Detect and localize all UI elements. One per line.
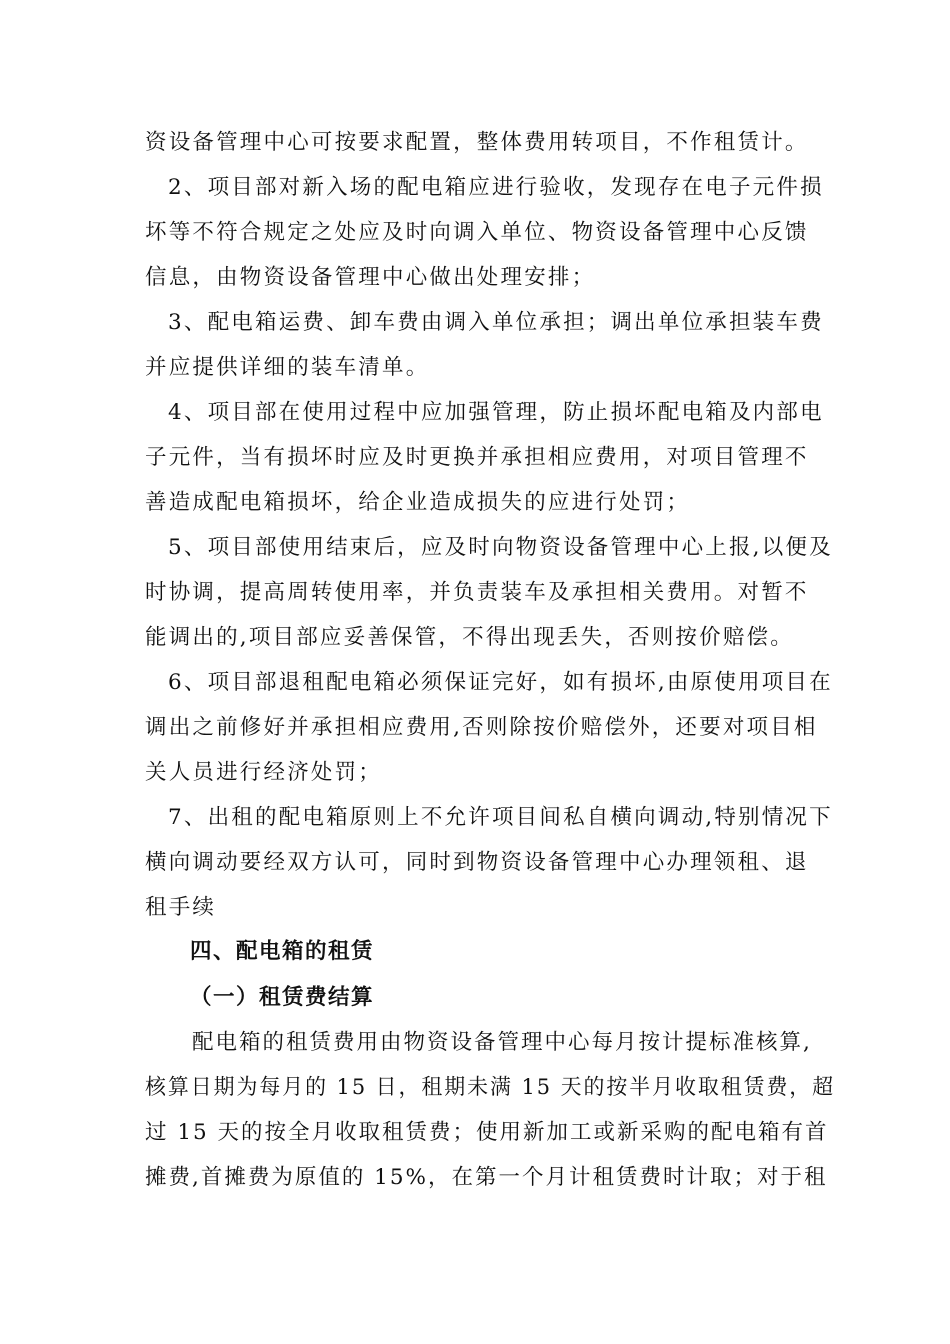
item-5-line-3: 能调出的,项目部应妥善保管，不得出现丢失，否则按价赔偿。	[145, 625, 794, 650]
subsection-heading: （一）租赁费结算	[190, 985, 375, 1010]
item-7-line-2: 横向调动要经双方认可，同时到物资设备管理中心办理领租、退	[145, 850, 809, 875]
section-heading: 四、配电箱的租赁	[190, 939, 375, 964]
item-2-line-1: 2、项目部对新入场的配电箱应进行验收，发现存在电子元件损	[168, 175, 824, 200]
item-6-line-1: 6、项目部退租配电箱必须保证完好，如有损坏,由原使用项目在	[168, 670, 833, 695]
paragraph-line-3: 过 15 天的按全月收取租赁费；使用新加工或新采购的配电箱有首	[145, 1120, 829, 1145]
paragraph-line-2: 核算日期为每月的 15 日，租期未满 15 天的按半月收取租赁费，超	[145, 1075, 836, 1100]
item-4-line-1: 4、项目部在使用过程中应加强管理，防止损坏配电箱及内部电	[168, 400, 824, 425]
item-3-line-2: 并应提供详细的装车清单。	[145, 355, 430, 380]
paragraph-line-4: 摊费,首摊费为原值的 15%，在第一个月计租赁费时计取；对于租	[145, 1165, 828, 1190]
item-5-line-2: 时协调，提高周转使用率，并负责装车及承担相关费用。对暂不	[145, 580, 809, 605]
item-4-line-3: 善造成配电箱损坏，给企业造成损失的应进行处罚；	[145, 490, 691, 515]
item-6-line-3: 关人员进行经济处罚；	[145, 760, 383, 785]
item-4-line-2: 子元件，当有损坏时应及时更换并承担相应费用，对项目管理不	[145, 445, 809, 470]
item-2-line-3: 信息，由物资设备管理中心做出处理安排；	[145, 265, 596, 290]
item-6-line-2: 调出之前修好并承担相应费用,否则除按价赔偿外，还要对项目相	[145, 715, 818, 740]
item-7-line-1: 7、出租的配电箱原则上不允许项目间私自横向调动,特别情况下	[168, 805, 833, 830]
paragraph-line-1: 配电箱的租赁费用由物资设备管理中心每月按计提标准核算,	[192, 1030, 812, 1055]
text-line-1: 资设备管理中心可按要求配置，整体费用转项目，不作租赁计。	[145, 130, 809, 155]
item-5-line-1: 5、项目部使用结束后，应及时向物资设备管理中心上报,以便及	[168, 535, 833, 560]
item-3-line-1: 3、配电箱运费、卸车费由调入单位承担；调出单位承担装车费	[168, 310, 824, 335]
item-7-line-3: 租手续	[145, 895, 217, 920]
item-2-line-2: 坏等不符合规定之处应及时向调入单位、物资设备管理中心反馈	[145, 220, 809, 245]
